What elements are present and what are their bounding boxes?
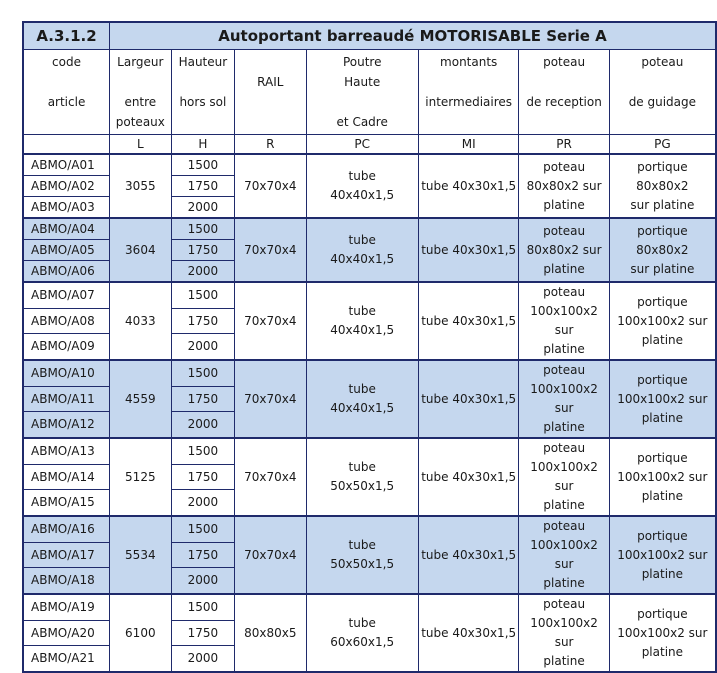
montants-value: tube 40x30x1,5 [418,360,519,438]
article-code: ABMO/A12 [23,412,110,438]
abbr-poteau-guidage: PG [609,135,716,155]
abbr-rail: R [235,135,306,155]
abbr-poutre-cadre: PC [306,135,418,155]
poutre-cadre-line: tube [348,304,376,318]
height-value: 1750 [171,176,235,197]
header-rail-line: RAIL [257,75,284,89]
height-value: 1750 [171,308,235,334]
article-code: ABMO/A14 [23,464,110,490]
poteau-guidage-value [609,154,716,218]
abbr-code-article [23,135,110,155]
height-value: 1500 [171,218,235,240]
article-code: ABMO/A13 [23,438,110,464]
article-code: ABMO/A18 [23,568,110,594]
header-largeur-line: Largeur [117,55,164,69]
article-code: ABMO/A11 [23,386,110,412]
poteau-reception-value [519,360,609,438]
poteau-reception-line: poteau [543,285,586,299]
poteau-reception-line: platine [543,654,585,668]
header-largeur-line: poteaux [115,115,165,129]
table-row [23,438,716,464]
montants-value: tube 40x30x1,5 [418,516,519,594]
poteau-reception-line: poteau [543,441,586,455]
height-value: 1750 [171,464,235,490]
poteau-reception-line: platine [543,576,585,590]
rail-value: 70x70x4 [235,360,306,438]
poutre-cadre-line: 40x40x1,5 [330,323,395,337]
poutre-cadre-value [306,438,418,516]
table-row [23,218,716,240]
poteau-guidage-line: portique [637,606,688,621]
width-value: 4559 [110,360,172,438]
rail-value: 70x70x4 [235,282,306,360]
poutre-cadre-value [306,282,418,360]
article-code: ABMO/A05 [23,240,110,261]
poteau-reception-line: platine [543,197,585,212]
poteau-reception-value [519,594,609,672]
header-montants-line: intermediaires [425,95,513,109]
poteau-reception-line: 100x100x2 sur [530,382,598,415]
poteau-guidage-line: 100x100x2 sur [617,469,708,484]
width-value: 5534 [110,516,172,594]
poteau-reception-value [519,154,609,218]
table-reference: A.3.1.2 [23,22,110,50]
poteau-reception-value [519,282,609,360]
height-value: 1750 [171,386,235,412]
header-largeur [110,50,172,135]
article-code: ABMO/A19 [23,594,110,620]
montants-value: tube 40x30x1,5 [418,594,519,672]
poteau-reception-value [519,218,609,282]
article-code: ABMO/A06 [23,261,110,283]
width-value: 3604 [110,218,172,282]
header-montants-line: montants [440,55,498,69]
abbr-hauteur: H [171,135,235,155]
poutre-cadre-line: 50x50x1,5 [330,557,395,571]
article-code: ABMO/A01 [23,154,110,176]
width-value: 3055 [110,154,172,218]
poteau-reception-line: poteau [543,159,586,174]
table-row [23,282,716,308]
height-value: 2000 [171,261,235,283]
title-row [23,22,716,50]
height-value: 2000 [171,568,235,594]
poteau-guidage-line: portique [637,528,688,543]
poteau-reception-line: 100x100x2 sur [530,616,598,649]
poteau-reception-line: platine [543,342,585,356]
poteau-reception-line: platine [543,498,585,512]
poteau-reception-value [519,438,609,516]
poteau-reception-line: platine [543,261,585,276]
poteau-guidage-line: sur platine [630,261,695,276]
table-row [23,516,716,542]
article-code: ABMO/A02 [23,176,110,197]
header-montants [418,50,519,135]
abbr-montants: MI [418,135,519,155]
rail-value: 70x70x4 [235,438,306,516]
width-value: 4033 [110,282,172,360]
header-poutre-cadre-line: Haute [344,75,381,89]
article-code: ABMO/A17 [23,542,110,568]
height-value: 1750 [171,620,235,646]
montants-value: tube 40x30x1,5 [418,154,519,218]
rail-value: 70x70x4 [235,218,306,282]
article-code: ABMO/A09 [23,334,110,360]
poteau-guidage-line: platine [641,332,684,347]
poutre-cadre-line: tube [348,538,376,552]
poteau-guidage-line: portique [637,372,688,387]
montants-value: tube 40x30x1,5 [418,438,519,516]
header-poteau-reception-line [519,72,608,92]
poutre-cadre-line: 60x60x1,5 [330,635,395,649]
poutre-cadre-line: tube [348,233,376,247]
poteau-reception-line: 80x80x2 sur [526,242,602,257]
poutre-cadre-value [306,218,418,282]
header-poutre-cadre-line [307,92,418,112]
height-value: 1500 [171,438,235,464]
width-value: 6100 [110,594,172,672]
height-value: 1500 [171,360,235,386]
poutre-cadre-line: tube [348,169,376,183]
poteau-guidage-line: 100x100x2 sur [617,391,708,406]
table-row [23,594,716,620]
height-value: 1500 [171,516,235,542]
poteau-guidage-value [609,360,716,438]
montants-value: tube 40x30x1,5 [418,218,519,282]
poteau-reception-value [519,516,609,594]
header-poteau-guidage-line: de guidage [628,95,697,109]
header-hauteur-line: Hauteur [178,55,228,69]
poutre-cadre-line: 50x50x1,5 [330,479,395,493]
article-code: ABMO/A03 [23,197,110,219]
poutre-cadre-line: tube [348,616,376,630]
product-spec-table [22,21,717,673]
poteau-guidage-line: platine [641,644,684,659]
header-rail-line [235,52,305,72]
table-row [23,154,716,176]
header-poteau-reception-line: poteau [543,55,586,69]
poteau-guidage-value [609,516,716,594]
rail-value: 80x80x5 [235,594,306,672]
poteau-reception-line: poteau [543,363,586,377]
height-value: 2000 [171,646,235,672]
header-hauteur-line [172,72,235,92]
poutre-cadre-line: 40x40x1,5 [330,188,395,202]
poteau-guidage-line: platine [641,566,684,581]
article-code: ABMO/A10 [23,360,110,386]
header-largeur-line: entre [124,95,157,109]
column-abbreviations [23,135,716,155]
poutre-cadre-line: 40x40x1,5 [330,252,395,266]
poutre-cadre-line: tube [348,382,376,396]
poteau-reception-line: 80x80x2 sur [526,178,602,193]
poteau-guidage-line: platine [641,488,684,503]
rail-value: 70x70x4 [235,516,306,594]
height-value: 2000 [171,412,235,438]
header-rail [235,50,306,135]
poutre-cadre-value [306,516,418,594]
poutre-cadre-line: tube [348,460,376,474]
table-row [23,360,716,386]
poutre-cadre-value [306,360,418,438]
header-poteau-guidage-line: poteau [641,55,684,69]
header-largeur-line [110,72,171,92]
header-poteau-reception [519,50,609,135]
article-code: ABMO/A21 [23,646,110,672]
poteau-guidage-value [609,282,716,360]
poteau-guidage-line: platine [641,410,684,425]
height-value: 1500 [171,154,235,176]
header-code-article-line [24,72,109,92]
header-hauteur-line: hors sol [179,95,227,109]
header-poutre-cadre-line: Poutre [342,55,382,69]
poteau-guidage-line: portique 80x80x2 [636,159,689,193]
article-code: ABMO/A16 [23,516,110,542]
poteau-reception-line: poteau [543,223,586,238]
width-value: 5125 [110,438,172,516]
height-value: 1500 [171,594,235,620]
poteau-reception-line: poteau [543,519,586,533]
height-value: 2000 [171,197,235,219]
article-code: ABMO/A07 [23,282,110,308]
rail-value: 70x70x4 [235,154,306,218]
poutre-cadre-line: 40x40x1,5 [330,401,395,415]
poteau-guidage-line: 100x100x2 sur [617,313,708,328]
poteau-guidage-line: 100x100x2 sur [617,547,708,562]
poteau-reception-line: 100x100x2 sur [530,304,598,337]
poutre-cadre-value [306,594,418,672]
height-value: 2000 [171,490,235,516]
poteau-guidage-line: portique 80x80x2 [636,223,689,257]
header-poutre-cadre-line: et Cadre [336,115,388,129]
header-poteau-guidage-line [610,72,715,92]
height-value: 1750 [171,240,235,261]
poteau-guidage-line: sur platine [630,197,695,212]
poteau-reception-line: 100x100x2 sur [530,538,598,571]
poteau-guidage-line: portique [637,294,688,309]
header-code-article-line: article [47,95,86,109]
abbr-largeur: L [110,135,172,155]
header-poteau-guidage [609,50,716,135]
poutre-cadre-value [306,154,418,218]
header-poutre-cadre [306,50,418,135]
height-value: 1500 [171,282,235,308]
header-hauteur [171,50,235,135]
poteau-guidage-value [609,218,716,282]
header-code-article-line: code [52,55,81,69]
height-value: 1750 [171,542,235,568]
header-montants-line [419,72,519,92]
table-title: Autoportant barreaudé MOTORISABLE Serie A [110,22,716,50]
abbr-poteau-reception: PR [519,135,609,155]
article-code: ABMO/A15 [23,490,110,516]
header-code-article [23,50,110,135]
article-code: ABMO/A04 [23,218,110,240]
poteau-guidage-line: 100x100x2 sur [617,625,708,640]
poteau-guidage-line: portique [637,450,688,465]
poteau-guidage-value [609,594,716,672]
header-poteau-reception-line: de reception [526,95,602,109]
montants-value: tube 40x30x1,5 [418,282,519,360]
column-headers [23,50,716,135]
height-value: 2000 [171,334,235,360]
poteau-reception-line: platine [543,420,585,434]
poteau-reception-line: poteau [543,597,586,611]
article-code: ABMO/A20 [23,620,110,646]
poteau-reception-line: 100x100x2 sur [530,460,598,493]
article-code: ABMO/A08 [23,308,110,334]
poteau-guidage-value [609,438,716,516]
